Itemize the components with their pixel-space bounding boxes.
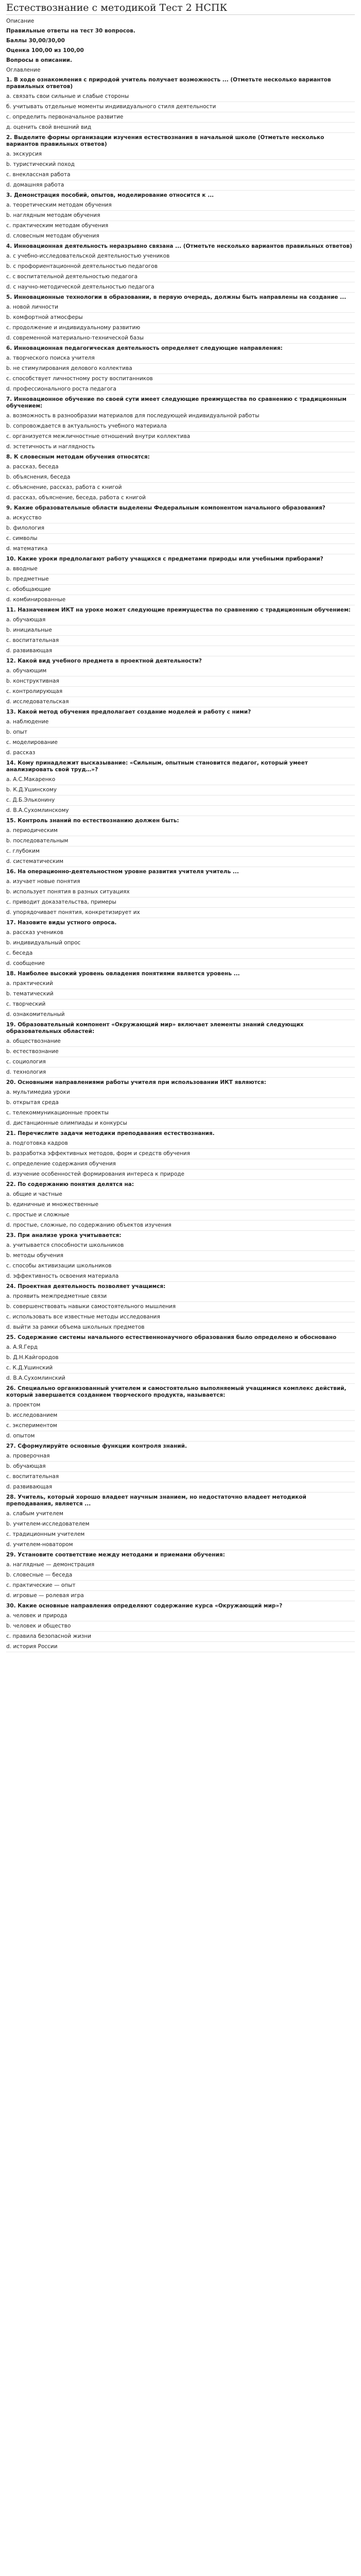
- answer-option: b. методы обучения: [6, 1251, 355, 1261]
- question-title: 29. Установите соответствие между методами и приемами обучения:: [6, 1552, 225, 1558]
- answer-option: d. рассказ: [6, 748, 355, 758]
- question-title: 5. Инновационные технологии в образовании, в первую очередь, должны быть направлены на создание ...: [6, 294, 347, 300]
- meta-info-line: Правильные ответы на тест 30 вопросов.: [6, 28, 135, 34]
- answer-option: а. вводные: [6, 564, 355, 574]
- answer-option: д. оценить свой внешний вид: [6, 123, 355, 133]
- answer-option: d. развивающая: [6, 1482, 355, 1493]
- question-title: 14. Кому принадлежит высказывание: «Сильным, опытным становится педагог, который умеет анализировать свой труд…»?: [6, 760, 308, 773]
- answer-option: b. филология: [6, 523, 355, 534]
- question-title: 8. К словесным методам обучения относятся:: [6, 454, 150, 460]
- answer-option: с. глубоким: [6, 846, 355, 857]
- answer-option: b. исследованием: [6, 1411, 355, 1421]
- answer-option: а. возможность в разнообразии материалов для последующей индивидуальной работы: [6, 411, 355, 421]
- answer-option: а. теоретическим методам обучения: [6, 200, 355, 211]
- answer-option: с. воспитательная: [6, 1472, 355, 1482]
- question-block: [6, 918, 355, 969]
- question-title: 20. Основными направлениями работы учителя при использовании ИКТ являются:: [6, 1079, 266, 1086]
- question-title: 10. Какие уроки предполагают работу учащихся с предметами природы или учебными приборами?: [6, 556, 323, 562]
- answer-option: b. тематический: [6, 989, 355, 999]
- question-block: [6, 867, 355, 918]
- answer-option: b. наглядным методам обучения: [6, 211, 355, 221]
- answer-option: а. проектом: [6, 1400, 355, 1411]
- question-title: 15. Контроль знаний по естествознанию должен быть:: [6, 818, 179, 824]
- question-list: [6, 75, 355, 1652]
- answer-option: с. практическим методам обучения: [6, 221, 355, 231]
- question-title: 11. Назначением ИКТ на уроке может следующие преимущества по сравнению с традиционным обучением:: [6, 607, 351, 613]
- answer-option: d. простые, сложные, по содержанию объектов изучения: [6, 1221, 355, 1231]
- answer-option: b. открытая среда: [6, 1098, 355, 1108]
- answer-option: d. современной материально-технической базы: [6, 333, 355, 344]
- table-of-contents-label: Оглавление: [6, 67, 41, 73]
- answer-option: с. воспитательная: [6, 636, 355, 646]
- question-block: [6, 1129, 355, 1180]
- question-block: [6, 191, 355, 242]
- answer-option: а. проявить межпредметные связи: [6, 1292, 355, 1302]
- question-title: 9. Какие образовательные области выделены Федеральным компонентом начального образования?: [6, 505, 325, 511]
- answer-option: с. моделирование: [6, 738, 355, 748]
- answer-option: с. внеклассная работа: [6, 170, 355, 180]
- answer-option: а. учитывается способности школьников: [6, 1241, 355, 1251]
- question-block: [6, 133, 355, 191]
- question-title: 30. Какие основные направления определяют содержание курса «Окружающий мир»?: [6, 1603, 283, 1609]
- question-title: 18. Наиболее высокий уровень овладения понятиями является уровень ...: [6, 971, 240, 977]
- answer-option: а. подготовка кадров: [6, 1139, 355, 1149]
- answer-option: а. рассказ учеников: [6, 928, 355, 938]
- answer-option: d. В.А.Сухомлинскому: [6, 806, 355, 816]
- answer-option: d. учителем-новатором: [6, 1540, 355, 1550]
- answer-option: d. технология: [6, 1067, 355, 1078]
- answer-option: с. способствует личностному росту воспитанников: [6, 374, 355, 384]
- meta-info-line: Баллы 30,00/30,00: [6, 38, 65, 44]
- answer-option: с. социология: [6, 1057, 355, 1067]
- answer-option: b. предметные: [6, 574, 355, 585]
- answer-option: а. связать свои сильные и слабые стороны: [6, 92, 355, 102]
- question-title: 16. На операционно-деятельностном уровне развития учителя учитель ...: [6, 869, 239, 875]
- answer-option: d. домашняя работа: [6, 180, 355, 191]
- answer-option: а. творческого поиска учителя: [6, 353, 355, 364]
- answer-option: а. рассказ, беседа: [6, 462, 355, 472]
- answer-option: d. эстетичность и наглядность: [6, 442, 355, 452]
- answer-option: d. рассказ, объяснение, беседа, работа с книгой: [6, 493, 355, 503]
- question-block: [6, 816, 355, 867]
- answer-option: d. игровые — ролевая игра: [6, 1591, 355, 1601]
- answer-option: с. организуется межличностные отношений внутри коллектива: [6, 432, 355, 442]
- answer-option: а. А.Я.Герд: [6, 1343, 355, 1353]
- question-title: 19. Образовательный компонент «Окружающий мир» включает элементы знаний следующих образовательных областей:: [6, 1022, 304, 1035]
- question-title: 1. В ходе ознакомления с природой учитель получает возможность ... (Отметьте несколько вариантов правильных ответов): [6, 77, 331, 90]
- answer-option: d. эффективность освоения материала: [6, 1272, 355, 1282]
- question-block: [6, 1180, 355, 1231]
- answer-option: а. проверочная: [6, 1451, 355, 1462]
- answer-option: b. разработка эффективных методов, форм и средств обучения: [6, 1149, 355, 1159]
- answer-option: b. естествознание: [6, 1047, 355, 1057]
- answer-option: с. продолжение и индивидуальному развитию: [6, 323, 355, 333]
- question-block: [6, 1493, 355, 1550]
- answer-option: а. общие и частные: [6, 1190, 355, 1200]
- question-title: 3. Демонстрация пособий, опытов, моделирование относится к ...: [6, 192, 214, 198]
- answer-option: b. учителем-исследователем: [6, 1519, 355, 1530]
- question-block: [6, 344, 355, 395]
- question-block: [6, 1333, 355, 1384]
- answer-option: а. обучающим: [6, 666, 355, 676]
- question-block: [6, 969, 355, 1020]
- question-title: 27. Сформулируйте основные функции контроля знаний.: [6, 1443, 187, 1449]
- question-block: [6, 707, 355, 758]
- question-block: [6, 452, 355, 503]
- answer-option: с. К.Д.Ушинский: [6, 1363, 355, 1374]
- question-block: [6, 1231, 355, 1282]
- answer-option: с. обобщающие: [6, 585, 355, 595]
- answer-option: d. комбинированные: [6, 595, 355, 605]
- answer-option: с. приводит доказательства, примеры: [6, 897, 355, 908]
- page-end-spacer: [6, 1652, 355, 1673]
- answer-option: с. Д.Б.Эльконину: [6, 795, 355, 806]
- answer-option: b. Д.Н.Кайгородов: [6, 1353, 355, 1363]
- answer-option: b. конструктивная: [6, 676, 355, 687]
- answer-option: а. практический: [6, 979, 355, 989]
- answer-option: б. учитывать отдельные моменты индивидуального стиля деятельности: [6, 102, 355, 112]
- answer-option: d. исследовательская: [6, 697, 355, 707]
- question-title: 4. Инновационная деятельность неразрывно связана ... (Отметьте несколько вариантов правильных ответов): [6, 243, 352, 249]
- answer-option: а. мультимедиа уроки: [6, 1088, 355, 1098]
- answer-option: b. индивидуальный опрос: [6, 938, 355, 948]
- answer-option: а. наблюдение: [6, 717, 355, 727]
- page-title: Естествознание с методикой Тест 2 НСПК: [6, 2, 228, 13]
- answer-option: b. объяснения, беседа: [6, 472, 355, 483]
- answer-option: d. сообщение: [6, 959, 355, 969]
- answer-option: с. символы: [6, 534, 355, 544]
- answer-option: с. беседа: [6, 948, 355, 959]
- question-block: [6, 1384, 355, 1442]
- answer-option: а. периодическим: [6, 826, 355, 836]
- answer-option: а. А.С.Макаренко: [6, 775, 355, 785]
- question-block: [6, 1282, 355, 1333]
- answer-option: b. совершенствовать навыки самостоятельного мышления: [6, 1302, 355, 1312]
- answer-option: с. практические — опыт: [6, 1581, 355, 1591]
- answer-option: с. использовать все известные методы исследования: [6, 1312, 355, 1323]
- answer-option: b. туристический поход: [6, 160, 355, 170]
- answer-option: b. не стимулирования делового коллектива: [6, 364, 355, 374]
- answer-option: b. опыт: [6, 727, 355, 738]
- answer-option: а. новой личности: [6, 302, 355, 313]
- answer-option: с. с воспитательной деятельностью педагога: [6, 272, 355, 282]
- question-title: 17. Назовите виды устного опроса.: [6, 920, 117, 926]
- question-title: 22. По содержанию понятия делятся на:: [6, 1181, 134, 1188]
- answer-option: d. развивающая: [6, 646, 355, 656]
- meta-info-line: Вопросы в описании.: [6, 57, 72, 63]
- answer-option: d. изучение особенностей формирования интереса к природе: [6, 1170, 355, 1180]
- answer-option: d. история России: [6, 1642, 355, 1652]
- answer-option: d. профессионального роста педагога: [6, 384, 355, 395]
- answer-option: d. упорядочивает понятия, конкретизирует их: [6, 908, 355, 918]
- question-block: [6, 75, 355, 133]
- question-block: [6, 1020, 355, 1078]
- answer-option: d. дистанционные олимпиады и конкурсы: [6, 1118, 355, 1129]
- answer-option: с. экспериментом: [6, 1421, 355, 1431]
- answer-option: с. объяснение, рассказ, работа с книгой: [6, 483, 355, 493]
- answer-option: а. обучающая: [6, 615, 355, 625]
- question-title: 25. Содержание системы начального естественнонаучного образования было определено и обосновано: [6, 1334, 337, 1341]
- question-title: 6. Инновационная педагогическая деятельность определяет следующие направления:: [6, 345, 283, 351]
- answer-option: d. опытом: [6, 1431, 355, 1442]
- question-title: 24. Проектная деятельность позволяет учащимся:: [6, 1283, 166, 1290]
- answer-option: d. ознакомительный: [6, 1010, 355, 1020]
- question-title: 26. Специально организованный учителем и самостоятельно выполняемый учащимися комплекс действий, который завершается созданием творческого продукта, называется:: [6, 1385, 347, 1398]
- question-block: [6, 1442, 355, 1493]
- answer-option: d. с научно-методической деятельностью педагога: [6, 282, 355, 293]
- question-block: [6, 1078, 355, 1129]
- answer-option: с. телекоммуникационные проекты: [6, 1108, 355, 1118]
- question-block: [6, 293, 355, 344]
- answer-option: а. с учебно-исследовательской деятельностью учеников: [6, 251, 355, 262]
- answer-option: b. словесные — беседа: [6, 1570, 355, 1581]
- question-block: [6, 395, 355, 452]
- question-block: [6, 242, 355, 293]
- answer-option: b. сопровождается в актуальность учебного материала: [6, 421, 355, 432]
- answer-option: с. определить первоначальное развитие: [6, 112, 355, 123]
- question-title: 2. Выделите формы организации изучения естествознания в начальной школе (Отметьте несколько вариантов правильных ответов): [6, 134, 324, 147]
- answer-option: d. математика: [6, 544, 355, 554]
- answer-option: d. выйти за рамки объема школьных предметов: [6, 1323, 355, 1333]
- answer-option: b. последовательным: [6, 836, 355, 846]
- answer-option: а. изучает новые понятия: [6, 877, 355, 887]
- description-label: Описание: [6, 18, 35, 24]
- answer-option: а. искусство: [6, 513, 355, 523]
- answer-option: b. инициальные: [6, 625, 355, 636]
- answer-option: с. простые и сложные: [6, 1210, 355, 1221]
- question-block: [6, 605, 355, 656]
- answer-option: с. способы активизации школьников: [6, 1261, 355, 1272]
- answer-option: с. правила безопасной жизни: [6, 1632, 355, 1642]
- answer-option: b. использует понятия в разных ситуациях: [6, 887, 355, 897]
- answer-option: d. словесным методам обучения: [6, 231, 355, 242]
- answer-option: с. творческий: [6, 999, 355, 1010]
- answer-option: b. обучающая: [6, 1462, 355, 1472]
- answer-option: а. слабым учителем: [6, 1509, 355, 1519]
- answer-option: а. экскурсия: [6, 149, 355, 160]
- answer-option: с. контролирующая: [6, 687, 355, 697]
- answer-option: а. наглядные — демонстрация: [6, 1560, 355, 1570]
- question-title: 23. При анализе урока учитывается:: [6, 1232, 122, 1239]
- question-title: 28. Учитель, который хорошо владеет научным знанием, но недостаточно владеет методикой преподавания, является ...: [6, 1494, 306, 1507]
- question-title: 13. Какой метод обучения предполагает создание моделей и работу с ними?: [6, 709, 251, 715]
- question-block: [6, 758, 355, 816]
- answer-option: d. В.А.Сухомлинский: [6, 1374, 355, 1384]
- meta-info-line: Оценка 100,00 из 100,00: [6, 47, 84, 54]
- answer-option: b. единичные и множественные: [6, 1200, 355, 1210]
- answer-option: с. определение содержания обучения: [6, 1159, 355, 1170]
- answer-option: а. человек и природа: [6, 1611, 355, 1621]
- question-block: [6, 656, 355, 707]
- answer-option: b. с профориентационной деятельностью педагогов: [6, 262, 355, 272]
- answer-option: а. обществознание: [6, 1037, 355, 1047]
- question-title: 21. Перечислите задачи методики преподавания естествознания.: [6, 1130, 215, 1137]
- question-title: 7. Инновационное обучение по своей сути имеет следующие преимущества по сравнению с традиционным обучением:: [6, 396, 347, 409]
- answer-option: b. К.Д.Ушинскому: [6, 785, 355, 795]
- question-block: [6, 1601, 355, 1652]
- meta-info: [6, 26, 355, 65]
- title-divider: [6, 14, 355, 15]
- answer-option: с. традиционным учителем: [6, 1530, 355, 1540]
- answer-option: b. человек и общество: [6, 1621, 355, 1632]
- question-block: [6, 503, 355, 554]
- answer-option: b. комфортной атмосферы: [6, 313, 355, 323]
- question-block: [6, 554, 355, 605]
- answer-option: d. систематическим: [6, 857, 355, 867]
- question-title: 12. Какой вид учебного предмета в проектной деятельности?: [6, 658, 202, 664]
- question-block: [6, 1550, 355, 1601]
